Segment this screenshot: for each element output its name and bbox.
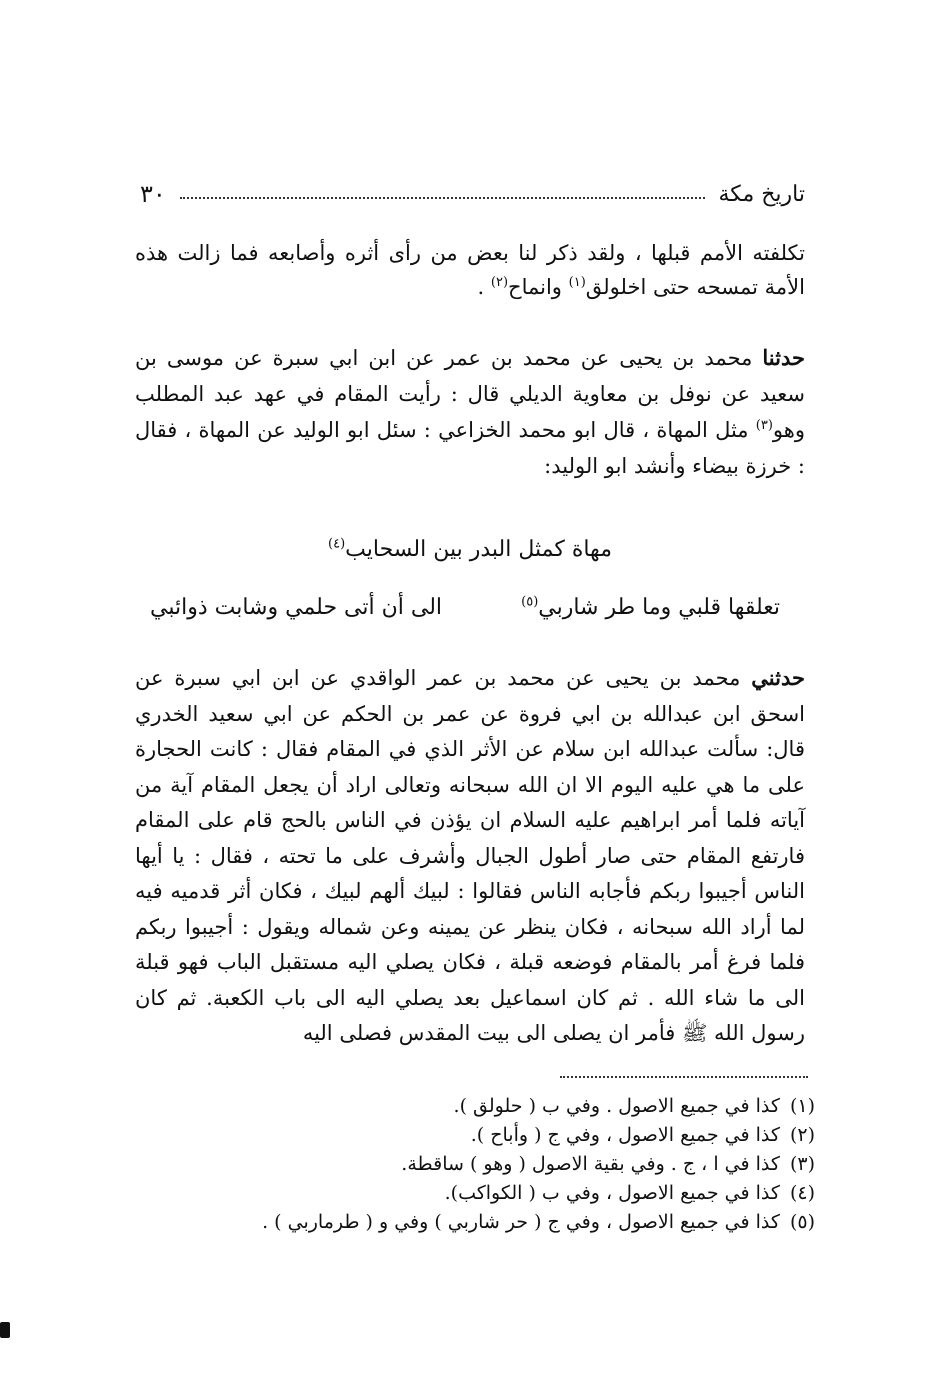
footnote-item [250, 1208, 815, 1237]
couplet-first-text: تعلقها قلبي وما طر شاربي [538, 595, 780, 620]
paragraph-1-text-cont: وانماح [508, 275, 569, 299]
footnote-text: كذا في جميع الاصول . وفي ب ( حلولق ). [453, 1095, 780, 1117]
footnote-item [250, 1179, 815, 1208]
paragraph-2 [135, 340, 805, 484]
paragraph-2-lead: حدثنا [762, 345, 805, 370]
paragraph-2-end: مثل المهاة ، قال ابو محمد الخزاعي : سئل ابو الوليد عن المهاة ، فقال : خرزة بيضاء وأنشد ابو الوليد: [135, 418, 805, 478]
footnote-ref-1: (١) [568, 275, 586, 290]
verse-center-line [135, 532, 805, 568]
book-title: تاريخ مكة [718, 181, 805, 207]
footnote-item [250, 1150, 815, 1179]
header-dotted-rule [180, 197, 705, 199]
scan-edge-mark [0, 1322, 10, 1338]
paragraph-3-text: محمد بن يحيى عن محمد بن عمر الواقدي عن ابن ابي سبرة عن اسحق ابن عبدالله بن ابي فروة عن عمر بن الحكم عن ابي سعيد الخدري قال: سألت عبدالله ابن سلام عن الأثر الذي في المقام فقال : كانت الحجارة على ما هي عليه اليوم الا ان الله سبحانه وتعالى اراد أن يجعل المقام آية من آياته فلما أمر ابراهيم عليه السلام ان يؤذن في الناس بالحج قام على المقام فارتفع المقام حتى صار أطول الجبال وأشرف على ما تحته ، فقال : يا أيها الناس أجيبوا ربكم فأجابه الناس فقالوا : لبيك ألهم لبيك ، فكان أثر قدميه فيه لما أراد الله سبحانه ، فكان ينظر عن يمينه وعن شماله ويقول : أجيبوا ربكم فلما فرغ أمر بالمقام فوضعه قبلة ، فكان يصلي اليه مستقبل الباب فهو قبلة الى ما شاء الله . ثم كان اسماعيل بعد يصلي اليه الى باب الكعبة. ثم كان رسول الله ﷺ فأمر ان يصلى الى بيت المقدس فصلى اليه [135, 666, 805, 1045]
footnote-ref-5: (٥) [521, 594, 539, 610]
couplet-second-hemistich: الى أن أتى حلمي وشابت ذوائبي [150, 595, 443, 620]
footnote-text: كذا في جميع الاصول ، وفي ج ( وأباح ). [470, 1124, 780, 1146]
paragraph-1-text: تكلفته الأمم قبلها ، ولقد ذكر لنا بعض من رأى أثره وأصابعه فما زالت هذه الأمة تمسحه حتى اخلولق [135, 241, 805, 299]
footnote-ref-2: (٢) [490, 275, 509, 290]
footnote-text: كذا في ا ، ج . وفي بقية الاصول ( وهو ) ساقطة. [401, 1153, 780, 1175]
verse-couplet [150, 590, 780, 630]
running-header [140, 174, 805, 214]
footnote-ref-4: (٤) [328, 536, 346, 552]
couplet-first-hemistich [521, 590, 780, 630]
paragraph-1 [135, 236, 805, 304]
footnotes-list [250, 1092, 815, 1237]
footnote-text: كذا في جميع الاصول ، وفي ج ( حر شاربي ) وفي و ( طرماربي ) . [262, 1211, 780, 1233]
footnote-number: (٢) [789, 1124, 815, 1146]
paragraph-2-text: محمد بن يحيى عن محمد بن عمر عن ابن ابي سبرة عن موسى بن سعيد عن نوفل بن معاوية الديلي قال : رأيت المقام في عهد عبد المطلب وهو [135, 346, 805, 442]
footnote-number: (١) [789, 1095, 815, 1117]
footnote-separator [560, 1076, 808, 1078]
paragraph-1-end: . [477, 275, 491, 299]
paragraph-3-lead: حدثني [751, 665, 805, 690]
footnote-number: (٤) [789, 1182, 815, 1204]
footnote-number: (٣) [789, 1153, 815, 1175]
page-number: ٣٠ [140, 180, 166, 208]
footnote-ref-3: (٣) [755, 418, 773, 433]
footnote-number: (٥) [789, 1211, 815, 1233]
paragraph-3 [135, 660, 805, 1052]
verse-center-text: مهاة كمثل البدر بين السحايب [345, 537, 612, 562]
footnote-item [250, 1121, 815, 1150]
footnote-item [250, 1092, 815, 1121]
footnote-text: كذا في جميع الاصول ، وفي ب ( الكواكب). [444, 1182, 780, 1204]
